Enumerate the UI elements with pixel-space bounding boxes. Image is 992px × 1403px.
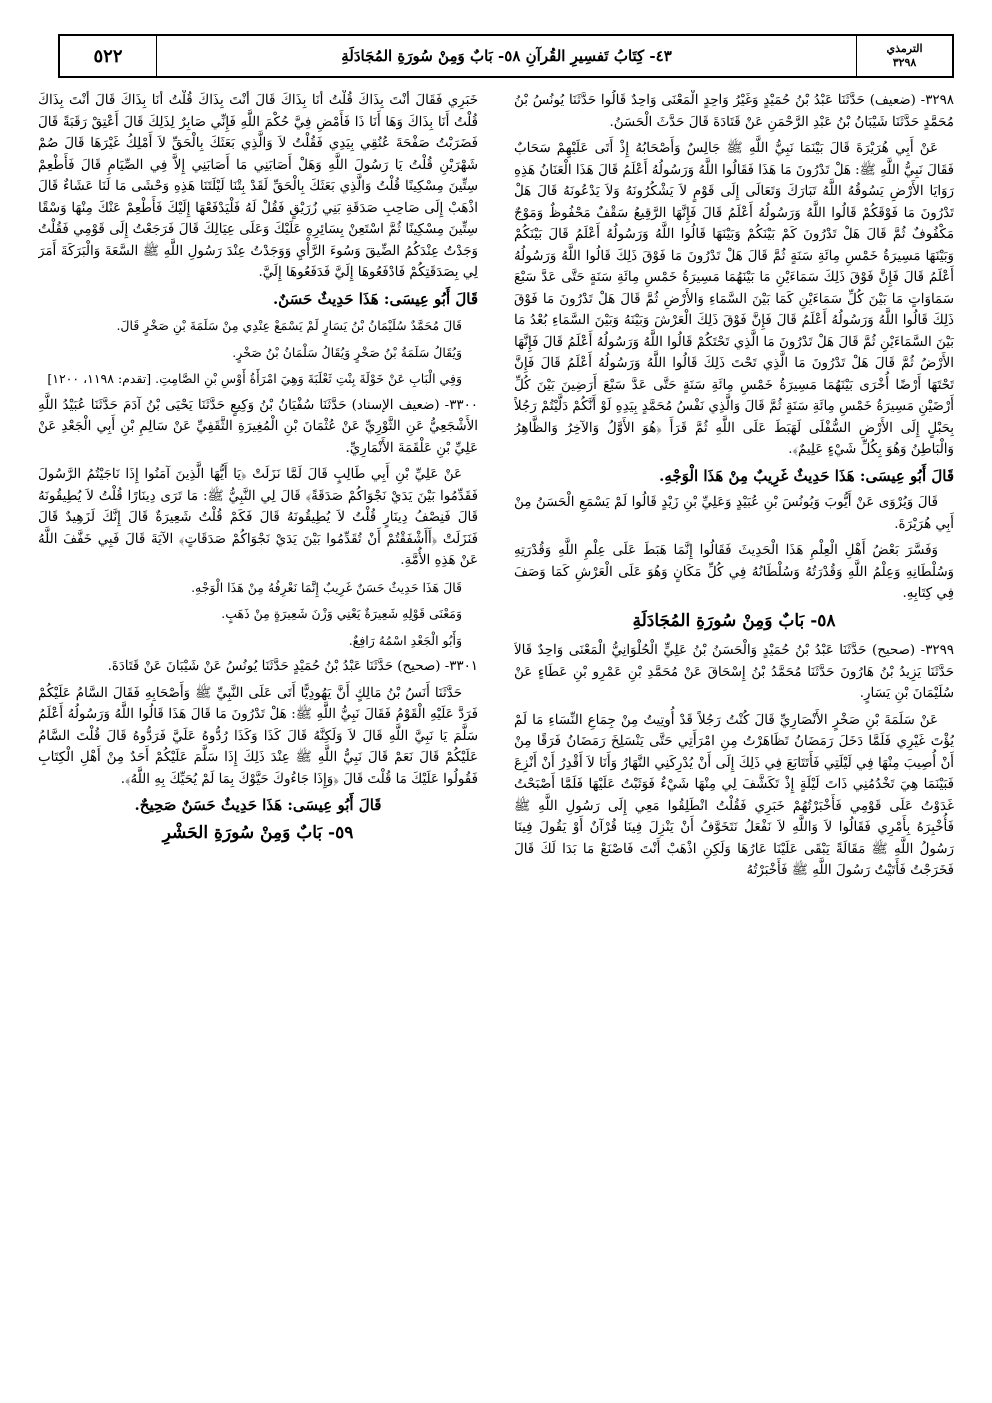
grading-note: قَالَ هَذَا حَدِيثٌ حَسَنٌ غَرِيبٌ إِنَّمَا نَعْرِفُهُ مِنْ هَذَا الْوَجْهِ. xyxy=(191,579,462,595)
hadith-3300-isnad: ٣٣٠٠- (ضعيف الإسناد) حَدَّثَنَا سُفْيَانُ بْنُ وَكِيعٍ حَدَّثَنَا يَحْيَى بْنُ آدَمَ حَدَّثَنَا عُبَيْدُ اللَّهِ الأَشْجَعِيُّ عَنِ الثَّوْرِيِّ عَنْ عُثْمَانَ بْنِ الْمُغِيرَةِ الثَّقَفِيِّ عَنْ سَالِمِ بْنِ أَبِي الْجَعْدِ عَنْ عَلِيِّ بْنِ عَلْقَمَةَ الأَنْمَارِيِّ. xyxy=(38,397,478,456)
cross-reference-note: وَفِي الْبَابِ عَنْ خَوْلَةَ بِنْتِ ثَعْلَبَةَ وَهِيَ امْرَأَةُ أَوْسِ بْنِ الصَّامِتِ. [تقدم: ١١٩٨، ١٢٠٠] xyxy=(47,371,462,386)
header-title: ٤٣- كِتَابُ تَفسِيرِ القُرآنِ ٥٨- بَابٌ وَمِنْ سُورَةِ المُجَادَلَةِ xyxy=(156,36,856,76)
right-column xyxy=(514,90,954,1390)
book-name: الترمذي xyxy=(886,42,923,55)
hadith-3299-matn: عَنْ سَلَمَةَ بْنِ صَخْرٍ الأَنْصَارِيِّ قَالَ كُنْتُ رَجُلاً قَدْ أُوتِيتُ مِنْ جِمَاعِ النِّسَاءِ مَا لَمْ يُؤْتَ غَيْرِي فَلَمَّا دَخَلَ رَمَضَانُ تَظَاهَرْتُ مِنِ امْرَأَتِي حَتَّى يَنْسَلِخَ رَمَضَانُ فَرَقًا مِنْ أَنْ أُصِيبَ مِنْهَا فِي لَيْلَتِي فَأَتَتَابَعَ فِي ذَلِكَ إِلَى أَنْ يُدْرِكَنِي النَّهَارُ وَأَنَا لاَ أَقْدِرُ أَنْ أَنْزِعَ فَبَيْنَمَا هِيَ تَخْدُمُنِي ذَاتَ لَيْلَةٍ إِذْ تَكَشَّفَ لِي مِنْهَا شَيْءٌ فَوَثَبْتُ عَلَيْهَا فَلَمَّا أَصْبَحْتُ غَدَوْتُ عَلَى قَوْمِي فَأَخْبَرْتُهُمْ خَبَرِي فَقُلْتُ انْطَلِقُوا مَعِي إِلَى رَسُولِ اللَّهِ ﷺ فَأُخْبِرَهُ بِأَمْرِي فَقَالُوا لاَ وَاللَّهِ لاَ نَفْعَلُ نَتَخَوَّفُ أَنْ يَنْزِلَ فِينَا قُرْآنٌ أَوْ يَقُولَ فِينَا رَسُولُ اللَّهِ ﷺ مَقَالَةً يَبْقَى عَلَيْنَا عَارُهَا وَلَكِنِ اذْهَبْ أَنْتَ فَاصْنَعْ مَا بَدَا لَكَ قَالَ فَخَرَجْتُ فَأَتَيْتُ رَسُولَ اللَّهِ ﷺ فَأَخْبَرْتُهُ xyxy=(514,712,954,878)
page-header xyxy=(58,34,954,78)
meaning-note: وَمَعْنَى قَوْلِهِ شَعِيرَةٌ يَعْنِي وَزْنَ شَعِيرَةٍ مِنْ ذَهَبٍ. xyxy=(221,606,462,621)
header-book-id xyxy=(856,36,952,76)
abu-isa-comment: قَالَ أَبُو عِيسَى: هَذَا حَدِيثٌ حَسَنٌ صَحِيحٌ. xyxy=(134,796,382,814)
page xyxy=(38,34,954,1394)
scholar-note: وَفَسَّرَ بَعْضُ أَهْلِ الْعِلْمِ هَذَا الْحَدِيثَ فَقَالُوا إِنَّمَا هَبَطَ عَلَى عِلْمِ اللَّهِ وَقُدْرَتِهِ وَسُلْطَانِهِ وَعِلْمُ اللَّهِ وَقُدْرَتُهُ وَسُلْطَانُهُ فِي كُلِّ مَكَانٍ وَهُوَ عَلَى الْعَرْشِ كَمَا وَصَفَ فِي كِتَابِهِ. xyxy=(514,543,954,601)
abu-isa-comment: قَالَ أَبُو عِيسَى: هَذَا حَدِيثٌ حَسَنٌ. xyxy=(272,289,478,308)
hadith-3300-matn: عَنْ عَلِيِّ بْنِ أَبِي طَالِبٍ قَالَ لَمَّا نَزَلَتْ ﴿يَا أَيُّهَا الَّذِينَ آمَنُوا إِذَا نَاجَيْتُمُ الرَّسُولَ فَقَدِّمُوا بَيْنَ يَدَيْ نَجْوَاكُمْ صَدَقَةً﴾ قَالَ لِي النَّبِيُّ ﷺ: مَا تَرَى دِينَارًا قُلْتُ لاَ يُطِيقُونَهُ قَالَ فَنِصْفُ دِينَارٍ قُلْتُ لاَ يُطِيقُونَهُ قَالَ فَكَمْ قُلْتُ شَعِيرَةٌ قَالَ إِنَّكَ لَزَهِيدٌ قَالَ فَنَزَلَتْ ﴿أَأَشْفَقْتُمْ أَنْ تُقَدِّمُوا بَيْنَ يَدَيْ نَجْوَاكُمْ صَدَقَاتٍ﴾ الآيَةَ قَالَ فَبِي خَفَّفَ اللَّهُ عَنْ هَذِهِ الأُمَّةِ. xyxy=(38,467,478,568)
page-number: ٥٢٢ xyxy=(93,45,123,67)
chapter-heading-58: ٥٨- بَابٌ وَمِنْ سُورَةِ المُجَادَلَةِ xyxy=(632,610,836,631)
narrator-note: وَأَبُو الْجَعْدِ اسْمُهُ رَافِعٌ. xyxy=(348,632,462,648)
hadith-3299-continuation: خَبَرِي فَقَالَ أَنْتَ بِذَاكَ قُلْتُ أَنَا بِذَاكَ قَالَ أَنْتَ بِذَاكَ قُلْتُ أَنَا بِذَاكَ قَالَ أَنْتَ بِذَاكَ قُلْتُ أَنَا بِذَاكَ وَهَا أَنَا ذَا فَأَمْضِ فِيَّ حُكْمَ اللَّهِ فَإِنِّي صَابِرٌ لِذَلِكَ قَالَ أَعْتِقْ رَقَبَةً قَالَ فَضَرَبْتُ صَفْحَةَ عُنُقِي بِيَدِي فَقُلْتُ لاَ وَالَّذِي بَعَثَكَ بِالْحَقِّ لاَ أَمْلِكُ غَيْرَهَا قَالَ صُمْ شَهْرَيْنِ قُلْتُ يَا رَسُولَ اللَّهِ وَهَلْ أَصَابَنِي مَا أَصَابَنِي إِلاَّ فِي الصِّيَامِ قَالَ فَأَطْعِمْ سِتِّينَ مِسْكِينًا قُلْتُ وَالَّذِي بَعَثَكَ بِالْحَقِّ لَقَدْ بِتْنَا لَيْلَتَنَا هَذِهِ وَحْشَى مَا لَنَا عَشَاءٌ قَالَ اذْهَبْ إِلَى صَاحِبِ صَدَقَةِ بَنِي زُرَيْقٍ فَقُلْ لَهُ فَلْيَدْفَعْهَا إِلَيْكَ فَأَطْعِمْ عَنْكَ مِنْهَا وَسْقًا سِتِّينَ مِسْكِينًا ثُمَّ اسْتَعِنْ بِسَائِرِهِ عَلَيْكَ وَعَلَى عِيَالِكَ قَالَ فَرَجَعْتُ إِلَى قَوْمِي فَقُلْتُ وَجَدْتُ عِنْدَكُمُ الضِّيقَ وَسُوءَ الرَّأْيِ وَوَجَدْتُ عِنْدَ رَسُولِ اللَّهِ ﷺ السَّعَةَ وَالْبَرَكَةَ أَمَرَ لِي بِصَدَقَتِكُمْ فَادْفَعُوهَا إِلَيَّ فَدَفَعُوهَا إِلَيَّ. xyxy=(38,93,478,280)
narrator-note: قَالَ وَيُرْوَى عَنْ أَيُّوبَ وَيُونُسَ بْنِ عُبَيْدٍ وَعَلِيِّ بْنِ زَيْدٍ قَالُوا لَمْ يَسْمَعِ الْحَسَنُ مِنْ أَبِي هُرَيْرَةَ. xyxy=(514,495,954,532)
narrator-note: قَالَ مُحَمَّدٌ سُلَيْمَانُ بْنُ يَسَارٍ لَمْ يَسْمَعْ عِنْدِي مِنْ سَلَمَةَ بْنِ صَخْرٍ قَالَ. xyxy=(116,318,462,333)
left-column xyxy=(38,90,478,1390)
hadith-3301-isnad: ٣٣٠١- (صحيح) حَدَّثَنَا عَبْدُ بْنُ حُمَيْدٍ حَدَّثَنَا يُونُسُ عَنْ شَيْبَانَ عَنْ قَتَادَةَ. xyxy=(107,659,478,674)
hadith-range: ٣٢٩٨ xyxy=(892,56,917,69)
hadith-3298-matn: عَنْ أَبِي هُرَيْرَةَ قَالَ بَيْنَمَا نَبِيُّ اللَّهِ ﷺ جَالِسٌ وَأَصْحَابُهُ إِذْ أَتَى عَلَيْهِمْ سَحَابٌ فَقَالَ نَبِيُّ اللَّهِ ﷺ: هَلْ تَدْرُونَ مَا هَذَا فَقَالُوا اللَّهُ وَرَسُولُهُ أَعْلَمُ قَالَ هَذَا الْعَنَانُ هَذِهِ رَوَايَا الأَرْضِ يَسُوقُهُ اللَّهُ تَبَارَكَ وَتَعَالَى إِلَى قَوْمٍ لاَ يَشْكُرُونَهُ وَلاَ يَدْعُونَهُ قَالَ هَلْ تَدْرُونَ مَا فَوْقَكُمْ قَالُوا اللَّهُ وَرَسُولُهُ أَعْلَمُ قَالَ فَإِنَّهَا الرَّقِيعُ سَقْفٌ مَحْفُوظٌ وَمَوْجٌ مَكْفُوفٌ ثُمَّ قَالَ هَلْ تَدْرُونَ كَمْ بَيْنَكُمْ وَبَيْنَهَا قَالُوا اللَّهُ وَرَسُولُهُ أَعْلَمُ قَالَ بَيْنَكُمْ وَبَيْنَهَا مَسِيرَةُ خَمْسِ مِائَةِ سَنَةٍ ثُمَّ قَالَ هَلْ تَدْرُونَ مَا فَوْقَ ذَلِكَ قَالُوا اللَّهُ وَرَسُولُهُ أَعْلَمُ قَالَ فَإِنَّ فَوْقَ ذَلِكَ سَمَاءَيْنِ مَا بَيْنَهُمَا مَسِيرَةُ خَمْسِ مِائَةِ سَنَةٍ حَتَّى عَدَّ سَبْعَ سَمَاوَاتٍ مَا بَيْنَ كُلِّ سَمَاءَيْنِ كَمَا بَيْنَ السَّمَاءِ وَالأَرْضِ ثُمَّ قَالَ هَلْ تَدْرُونَ مَا فَوْقَ ذَلِكَ قَالُوا اللَّهُ وَرَسُولُهُ أَعْلَمُ قَالَ فَإِنَّ فَوْقَ ذَلِكَ الْعَرْشَ وَبَيْنَهُ وَبَيْنَ السَّمَاءِ بُعْدُ مَا بَيْنَ السَّمَاءَيْنِ ثُمَّ قَالَ هَلْ تَدْرُونَ مَا الَّذِي تَحْتَكُمْ قَالُوا اللَّهُ وَرَسُولُهُ أَعْلَمُ قَالَ فَإِنَّهَا الأَرْضُ ثُمَّ قَالَ هَلْ تَدْرُونَ مَا الَّذِي تَحْتَ ذَلِكَ قَالُوا اللَّهُ وَرَسُولُهُ أَعْلَمُ قَالَ فَإِنَّ تَحْتَهَا أَرْضًا أُخْرَى بَيْنَهُمَا مَسِيرَةُ خَمْسِ مِائَةِ سَنَةٍ حَتَّى عَدَّ سَبْعَ أَرَضِينَ بَيْنَ كُلِّ أَرْضَيْنِ مَسِيرَةُ خَمْسِ مِائَةِ سَنَةٍ ثُمَّ قَالَ وَالَّذِي نَفْسُ مُحَمَّدٍ بِيَدِهِ لَوْ أَنَّكُمْ دَلَّيْتُمْ رَجُلاً بِحَبْلٍ إِلَى الأَرْضِ السُّفْلَى لَهَبَطَ عَلَى اللَّهِ ثُمَّ قَرَأَ ﴿هُوَ الأَوَّلُ وَالآخِرُ وَالظَّاهِرُ وَالْبَاطِنُ وَهُوَ بِكُلِّ شَيْءٍ عَلِيمٌ﴾. xyxy=(514,141,954,457)
abu-isa-comment: قَالَ أَبُو عِيسَى: هَذَا حَدِيثٌ غَرِيبٌ مِنْ هَذَا الْوَجْهِ. xyxy=(659,466,954,485)
hadith-3298-isnad: ٣٢٩٨- (ضعيف) حَدَّثَنَا عَبْدُ بْنُ حُمَيْدٍ وَغَيْرُ وَاحِدٍ الْمَعْنَى وَاحِدٌ قَالُوا حَدَّثَنَا يُونُسُ بْنُ مُحَمَّدٍ حَدَّثَنَا شَيْبَانُ بْنُ عَبْدِ الرَّحْمَنِ عَنْ قَتَادَةَ قَالَ حَدَّثَ الْحَسَنُ. xyxy=(514,93,954,130)
hadith-3299-isnad: ٣٢٩٩- (صحيح) حَدَّثَنَا عَبْدُ بْنُ حُمَيْدٍ وَالْحَسَنُ بْنُ عَلِيٍّ الْحُلْوَانِيُّ الْمَعْنَى وَاحِدٌ قَالاَ حَدَّثَنَا يَزِيدُ بْنُ هَارُونَ حَدَّثَنَا مُحَمَّدُ بْنُ إِسْحَاقَ عَنْ مُحَمَّدِ بْنِ عَمْرِو بْنِ عَطَاءٍ عَنْ سُلَيْمَانَ بْنِ يَسَارٍ. xyxy=(514,643,954,701)
narrator-note: وَيُقَالُ سَلَمَةُ بْنُ صَخْرٍ وَيُقَالُ سَلْمَانُ بْنُ صَخْرٍ. xyxy=(232,344,462,360)
chapter-heading-59: ٥٩- بَابٌ وَمِنْ سُورَةِ الحَشْرِ xyxy=(162,822,354,843)
hadith-3301-matn: حَدَّثَنَا أَنَسُ بْنُ مَالِكٍ أَنَّ يَهُودِيًّا أَتَى عَلَى النَّبِيِّ ﷺ وَأَصْحَابِهِ فَقَالَ السَّامُ عَلَيْكُمْ فَرَدَّ عَلَيْهِ الْقَوْمُ فَقَالَ نَبِيُّ اللَّهِ ﷺ: هَلْ تَدْرُونَ مَا قَالَ هَذَا قَالُوا اللَّهُ وَرَسُولُهُ أَعْلَمُ سَلَّمَ يَا نَبِيَّ اللَّهِ قَالَ لاَ وَلَكِنَّهُ قَالَ كَذَا وَكَذَا رُدُّوهُ عَلَيَّ فَرَدُّوهُ قَالَ قُلْتَ السَّامُ عَلَيْكُمْ قَالَ نَعَمْ قَالَ نَبِيُّ اللَّهِ ﷺ عِنْدَ ذَلِكَ إِذَا سَلَّمَ عَلَيْكُمْ أَحَدٌ مِنْ أَهْلِ الْكِتَابِ فَقُولُوا عَلَيْكَ مَا قُلْتَ قَالَ ﴿وَإِذَا جَاءُوكَ حَيَّوْكَ بِمَا لَمْ يُحَيِّكَ بِهِ اللَّهُ﴾. xyxy=(38,685,478,787)
